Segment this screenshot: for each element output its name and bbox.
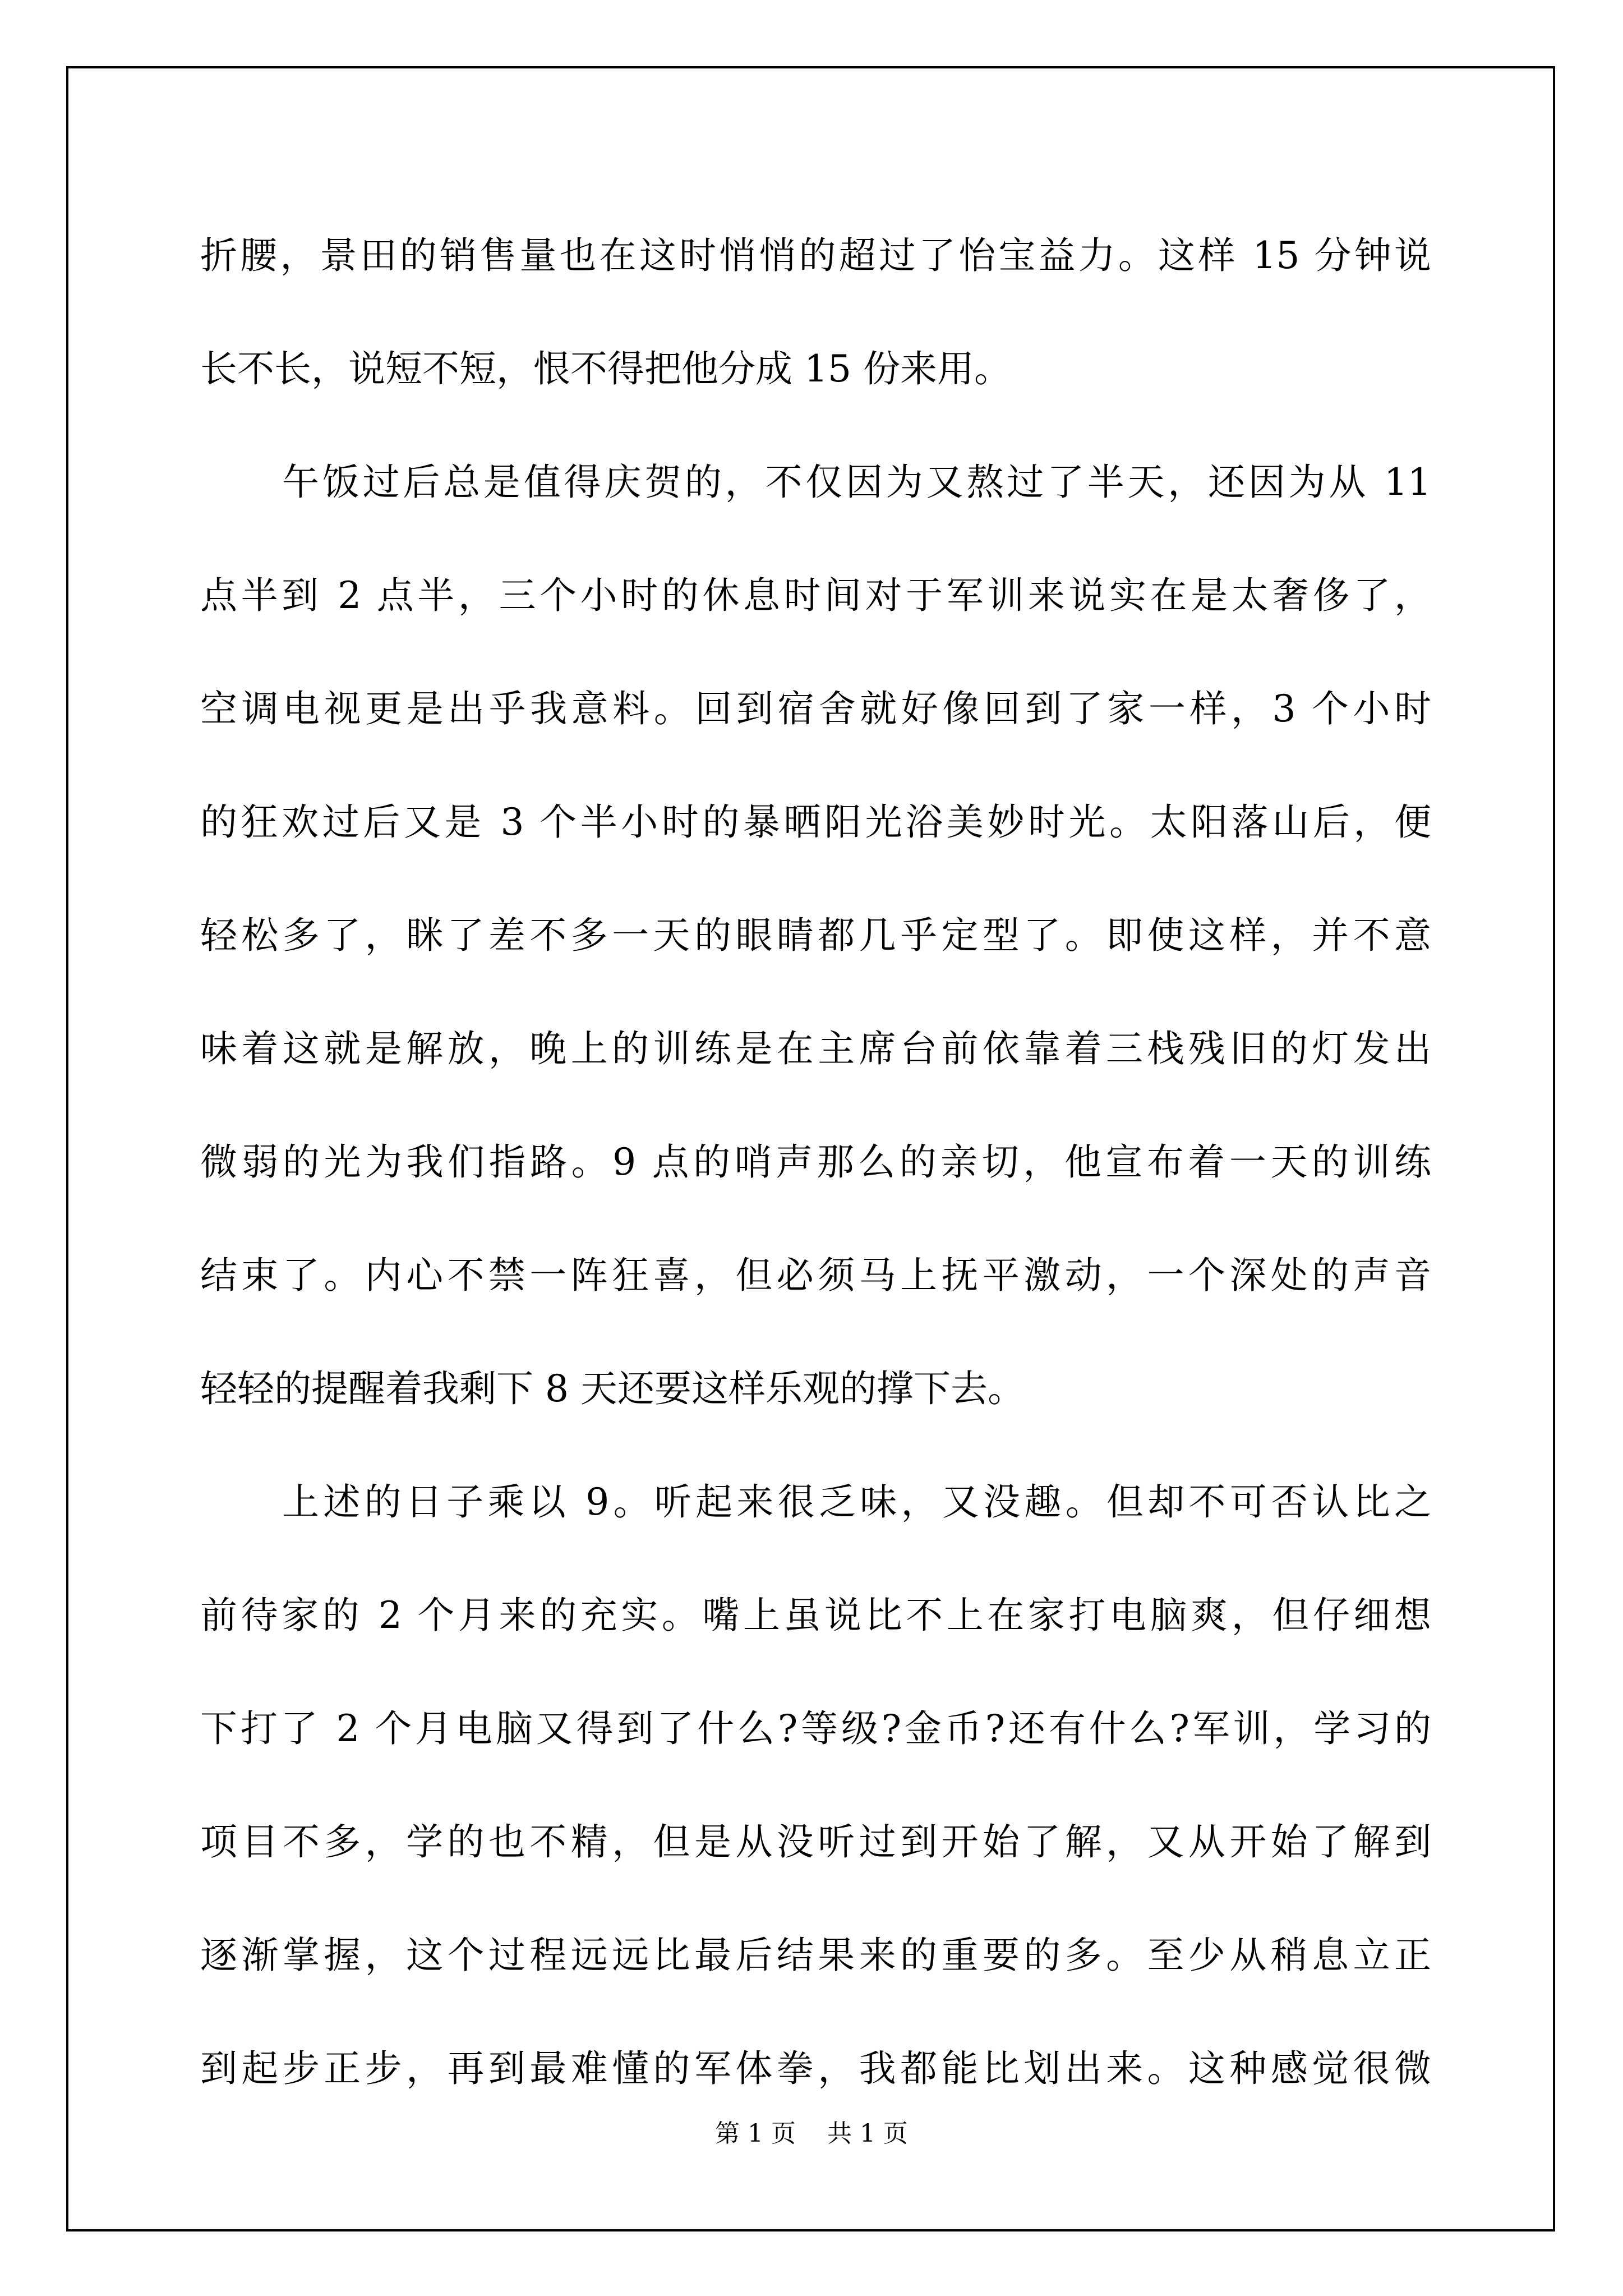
text-line: 前待家的 2 个月来的充实。嘴上虽说比不上在家打电脑爽，但仔细想 xyxy=(200,1594,1431,1637)
text-line: 微弱的光为我们指路。9 点的哨声那么的亲切，他宣布着一天的训练 xyxy=(200,1140,1431,1184)
document-body xyxy=(200,199,1431,2125)
text-line: 逐渐掌握，这个过程远远比最后结果来的重要的多。至少从稍息立正 xyxy=(200,1934,1431,1977)
text-line: 下打了 2 个月电脑又得到了什么?等级?金币?还有什么?军训，学习的 xyxy=(200,1707,1431,1750)
text-line: 上述的日子乘以 9。听起来很乏味，又没趣。但却不可否认比之 xyxy=(282,1480,1431,1524)
text-line: 的狂欢过后又是 3 个半小时的暴晒阳光浴美妙时光。太阳落山后，便 xyxy=(200,800,1431,844)
text-line: 长不长，说短不短，恨不得把他分成 15 份来用。 xyxy=(200,347,1011,390)
text-line: 折腰，景田的销售量也在这时悄悄的超过了怡宝益力。这样 15 分钟说 xyxy=(200,234,1431,277)
text-line: 午饭过后总是值得庆贺的，不仅因为又熬过了半天，还因为从 11 xyxy=(282,461,1431,504)
text-line: 结束了。内心不禁一阵狂喜，但必须马上抚平激动，一个深处的声音 xyxy=(200,1254,1431,1297)
text-line: 到起步正步，再到最难懂的军体拳，我都能比划出来。这种感觉很微 xyxy=(200,2047,1431,2090)
text-line: 项目不多，学的也不精，但是从没听过到开始了解，又从开始了解到 xyxy=(200,1820,1431,1864)
text-line: 点半到 2 点半，三个小时的休息时间对于军训来说实在是太奢侈了， xyxy=(200,574,1431,617)
page-footer: 第 1 页 共 1 页 xyxy=(715,2119,908,2148)
text-line: 轻松多了，眯了差不多一天的眼睛都几乎定型了。即使这样，并不意 xyxy=(200,914,1431,957)
text-line: 空调电视更是出乎我意料。回到宿舍就好像回到了家一样，3 个小时 xyxy=(200,687,1431,730)
text-line: 轻轻的提醒着我剩下 8 天还要这样乐观的撑下去。 xyxy=(200,1367,1025,1410)
text-line: 味着这就是解放，晚上的训练是在主席台前依靠着三栈残旧的灯发出 xyxy=(200,1027,1431,1070)
